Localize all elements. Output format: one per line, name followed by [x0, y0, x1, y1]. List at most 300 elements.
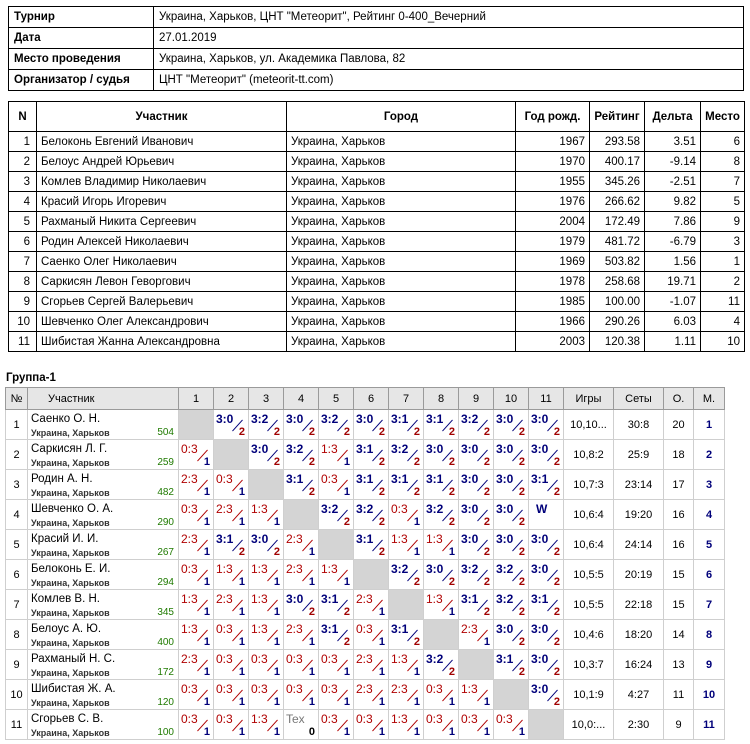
result-cell	[494, 470, 529, 500]
match-points: 1	[343, 486, 350, 498]
result-cell	[494, 710, 529, 740]
result-cell	[459, 530, 494, 560]
match-score: 0:3	[321, 652, 338, 666]
participant-cell	[28, 440, 179, 470]
column-header: Рейтинг	[590, 102, 645, 132]
result-cell	[424, 650, 459, 680]
sets-cell: 2:30	[614, 710, 664, 740]
match-score: 3:0	[461, 502, 479, 516]
result-cell	[459, 680, 494, 710]
place-cell: 5	[694, 530, 725, 560]
table-cell: Белоконь Евгений Иванович	[37, 132, 287, 152]
result-cell	[529, 530, 564, 560]
place-cell: 3	[694, 470, 725, 500]
match-points: 1	[238, 726, 245, 738]
result-cell	[354, 530, 389, 560]
result-cell	[214, 470, 249, 500]
match-points: 1	[203, 606, 210, 618]
tournament-info-table	[8, 6, 744, 91]
info-label: Турнир	[9, 7, 154, 28]
crosstable	[5, 387, 725, 740]
match-score: 3:1	[391, 412, 409, 426]
match-score: 0:3	[181, 502, 198, 516]
match-score: 1:3	[216, 562, 233, 576]
table-cell: 481.72	[590, 232, 645, 252]
participant-name: Родин А. Н.	[31, 473, 93, 485]
result-cell	[249, 500, 284, 530]
match-score: 0:3	[286, 682, 303, 696]
participant-cell	[28, 470, 179, 500]
match-points: 2	[483, 576, 490, 588]
participant-cell	[28, 650, 179, 680]
result-cell	[389, 650, 424, 680]
match-score: 2:3	[356, 652, 373, 666]
table-cell: Родин Алексей Николаевич	[37, 232, 287, 252]
crosstable-row	[6, 650, 725, 680]
row-number: 7	[6, 590, 28, 620]
match-points: 2	[448, 666, 455, 678]
result-cell	[459, 440, 494, 470]
crosstable-row	[6, 410, 725, 440]
table-cell: 1976	[516, 192, 590, 212]
table-cell: 3.51	[645, 132, 701, 152]
walkover-mark: W	[536, 502, 548, 516]
table-cell: 172.49	[590, 212, 645, 232]
column-header: Игры	[564, 388, 614, 410]
match-points: 1	[448, 726, 455, 738]
table-cell: 8	[9, 272, 37, 292]
result-cell	[529, 500, 564, 530]
result-cell	[494, 560, 529, 590]
row-number: 10	[6, 680, 28, 710]
match-points: 1	[343, 696, 350, 708]
match-points: 2	[378, 486, 385, 498]
participant-name: Красий И. И.	[31, 533, 99, 545]
match-points: 2	[413, 576, 420, 588]
match-score: 0:3	[461, 712, 478, 726]
participant-name: Белоус А. Ю.	[31, 623, 102, 635]
match-points: 2	[413, 486, 420, 498]
match-score: 3:0	[216, 412, 234, 426]
match-score: 3:2	[496, 562, 514, 576]
match-points: 2	[413, 636, 420, 648]
match-score: 0:3	[286, 652, 303, 666]
match-score: 3:1	[286, 472, 304, 486]
participant-cell	[28, 500, 179, 530]
participant-rating: 267	[157, 547, 174, 558]
table-cell: 1.11	[645, 332, 701, 352]
games-cell: 10,10...	[564, 410, 614, 440]
participant-rating: 482	[157, 487, 174, 498]
points-cell: 16	[664, 530, 694, 560]
table-cell: Шибистая Жанна Александровна	[37, 332, 287, 352]
table-cell: 10	[9, 312, 37, 332]
result-cell	[459, 620, 494, 650]
participant-name: Белоконь Е. И.	[31, 563, 111, 575]
result-cell	[284, 620, 319, 650]
match-score: 3:2	[321, 412, 339, 426]
match-points: 2	[273, 426, 280, 438]
match-points: 2	[378, 456, 385, 468]
games-cell: 10,6:4	[564, 500, 614, 530]
result-cell	[354, 440, 389, 470]
column-header: Год рожд.	[516, 102, 590, 132]
table-cell: 1	[701, 252, 745, 272]
match-points: 1	[308, 636, 315, 648]
table-cell: 19.71	[645, 272, 701, 292]
match-points: 1	[203, 516, 210, 528]
table-row	[9, 132, 745, 152]
place-cell: 8	[694, 620, 725, 650]
diagonal-cell	[249, 470, 284, 500]
table-cell: 400.17	[590, 152, 645, 172]
result-cell	[284, 650, 319, 680]
table-cell: 4	[9, 192, 37, 212]
sets-cell: 4:27	[614, 680, 664, 710]
match-score: 3:1	[356, 442, 374, 456]
match-score: 0:3	[356, 622, 373, 636]
match-points: 1	[238, 666, 245, 678]
result-cell	[319, 440, 354, 470]
match-score: 2:3	[216, 502, 233, 516]
crosstable-row	[6, 590, 725, 620]
match-points: 2	[378, 516, 385, 528]
place-cell: 4	[694, 500, 725, 530]
result-cell	[319, 710, 354, 740]
result-cell	[529, 410, 564, 440]
table-cell: Белоус Андрей Юрьевич	[37, 152, 287, 172]
match-points: 2	[343, 426, 350, 438]
column-header: 8	[424, 388, 459, 410]
match-points: 1	[343, 666, 350, 678]
match-points: 1	[378, 696, 385, 708]
match-points: 1	[273, 726, 280, 738]
table-cell: 6	[701, 132, 745, 152]
match-points: 2	[518, 426, 525, 438]
match-points: 2	[518, 456, 525, 468]
result-cell	[389, 560, 424, 590]
match-points: 1	[378, 726, 385, 738]
match-points: 1	[238, 606, 245, 618]
participant-rating: 120	[157, 697, 174, 708]
table-cell: 1978	[516, 272, 590, 292]
points-cell: 17	[664, 470, 694, 500]
column-header: 1	[179, 388, 214, 410]
match-points: 1	[238, 516, 245, 528]
crosstable-row	[6, 500, 725, 530]
result-cell	[424, 680, 459, 710]
match-score: 0:3	[426, 712, 443, 726]
match-points: 2	[448, 426, 455, 438]
games-cell: 10,0:...	[564, 710, 614, 740]
match-score: 1:3	[251, 502, 268, 516]
table-cell: Украина, Харьков	[287, 152, 516, 172]
table-cell: 7	[701, 172, 745, 192]
table-cell: -1.07	[645, 292, 701, 312]
match-points: 1	[203, 576, 210, 588]
match-points: 1	[413, 726, 420, 738]
match-points: 1	[273, 576, 280, 588]
table-cell: -6.79	[645, 232, 701, 252]
match-score: 2:3	[286, 532, 303, 546]
match-points: 1	[203, 636, 210, 648]
table-cell: 120.38	[590, 332, 645, 352]
match-points: 2	[378, 546, 385, 558]
match-score: 0:3	[181, 682, 198, 696]
result-cell	[319, 470, 354, 500]
match-points: 2	[483, 606, 490, 618]
participant-city: Украина, Харьков	[31, 668, 110, 678]
match-score: 2:3	[181, 652, 198, 666]
match-points: 2	[483, 486, 490, 498]
table-cell: -2.51	[645, 172, 701, 192]
match-score: 0:3	[356, 712, 373, 726]
table-cell: 6	[9, 232, 37, 252]
diagonal-cell	[354, 560, 389, 590]
table-cell: 1985	[516, 292, 590, 312]
table-cell: 10	[701, 332, 745, 352]
table-cell: 2004	[516, 212, 590, 232]
result-cell	[214, 590, 249, 620]
result-cell	[249, 440, 284, 470]
match-points: 1	[238, 486, 245, 498]
table-cell: Рахманый Никита Сергеевич	[37, 212, 287, 232]
result-cell	[354, 500, 389, 530]
match-score: 0:3	[181, 562, 198, 576]
table-cell: Украина, Харьков	[287, 172, 516, 192]
table-cell: 258.68	[590, 272, 645, 292]
result-cell	[494, 500, 529, 530]
result-cell	[179, 620, 214, 650]
diagonal-cell	[529, 710, 564, 740]
participant-cell	[28, 710, 179, 740]
match-points: 2	[308, 486, 315, 498]
match-score: 1:3	[181, 622, 198, 636]
table-cell: 5	[701, 192, 745, 212]
participant-name: Шибистая Ж. А.	[31, 683, 116, 695]
participant-rating: 100	[157, 727, 174, 738]
result-cell	[214, 680, 249, 710]
result-cell	[389, 710, 424, 740]
result-cell	[179, 680, 214, 710]
result-cell	[354, 620, 389, 650]
participant-rating: 290	[157, 517, 174, 528]
table-cell: Украина, Харьков	[287, 232, 516, 252]
info-row	[9, 7, 744, 28]
match-points: 1	[308, 666, 315, 678]
sets-cell: 20:19	[614, 560, 664, 590]
crosstable-row	[6, 560, 725, 590]
result-cell	[354, 470, 389, 500]
participant-rating: 400	[157, 637, 174, 648]
result-cell	[529, 560, 564, 590]
match-points: 2	[518, 666, 525, 678]
result-cell	[214, 710, 249, 740]
match-points: 2	[448, 576, 455, 588]
sets-cell: 30:8	[614, 410, 664, 440]
match-score: 3:0	[426, 442, 444, 456]
participant-name: Рахманый Н. С.	[31, 653, 116, 665]
match-score: 3:1	[321, 592, 339, 606]
match-points: 1	[483, 726, 490, 738]
table-cell: 1979	[516, 232, 590, 252]
match-points: 2	[308, 426, 315, 438]
match-score: 3:0	[426, 562, 444, 576]
table-row	[9, 332, 745, 352]
match-score: 1:3	[251, 562, 268, 576]
match-points: 0	[308, 726, 315, 738]
table-cell: Саркисян Левон Геворгович	[37, 272, 287, 292]
result-cell	[249, 680, 284, 710]
match-score: 1:3	[321, 562, 338, 576]
match-score: 3:0	[251, 532, 269, 546]
table-row	[9, 272, 745, 292]
match-points: 2	[553, 546, 560, 558]
match-points: 2	[343, 606, 350, 618]
participant-city: Украина, Харьков	[31, 578, 110, 588]
match-points: 2	[343, 636, 350, 648]
column-header: 7	[389, 388, 424, 410]
result-cell	[389, 680, 424, 710]
column-header: Дельта	[645, 102, 701, 132]
match-score: 3:1	[391, 472, 409, 486]
table-cell: Украина, Харьков	[287, 272, 516, 292]
table-cell: 4	[701, 312, 745, 332]
sets-cell: 16:24	[614, 650, 664, 680]
crosstable-row	[6, 710, 725, 740]
match-score: 2:3	[216, 592, 233, 606]
match-points: 2	[553, 606, 560, 618]
result-cell	[319, 650, 354, 680]
match-points: 2	[518, 606, 525, 618]
table-cell: Красий Игорь Игоревич	[37, 192, 287, 212]
table-cell: 1966	[516, 312, 590, 332]
crosstable-row	[6, 470, 725, 500]
result-cell	[179, 530, 214, 560]
result-cell	[424, 710, 459, 740]
participant-rating: 345	[157, 607, 174, 618]
match-score: 3:1	[426, 412, 444, 426]
match-score: 1:3	[391, 532, 408, 546]
result-cell	[389, 530, 424, 560]
result-cell	[214, 650, 249, 680]
points-cell: 15	[664, 590, 694, 620]
table-row	[9, 172, 745, 192]
participant-rating: 259	[157, 457, 174, 468]
column-header: О.	[664, 388, 694, 410]
sets-cell: 22:18	[614, 590, 664, 620]
diagonal-cell	[179, 410, 214, 440]
match-points: 1	[273, 606, 280, 618]
games-cell: 10,5:5	[564, 560, 614, 590]
sets-cell: 24:14	[614, 530, 664, 560]
table-cell: 9	[9, 292, 37, 312]
info-label: Организатор / судья	[9, 70, 154, 91]
match-points: 1	[448, 546, 455, 558]
table-cell: 2	[701, 272, 745, 292]
column-header: Сеты	[614, 388, 664, 410]
group-title: Группа-1	[6, 372, 56, 384]
result-cell	[179, 650, 214, 680]
column-header: Место	[701, 102, 745, 132]
participant-city: Украина, Харьков	[31, 488, 110, 498]
result-cell	[459, 470, 494, 500]
result-cell	[389, 440, 424, 470]
match-points: 2	[518, 546, 525, 558]
diagonal-cell	[389, 590, 424, 620]
points-cell: 9	[664, 710, 694, 740]
table-row	[9, 212, 745, 232]
participant-name: Саенко О. Н.	[31, 413, 101, 425]
match-points: 1	[203, 486, 210, 498]
result-cell	[214, 530, 249, 560]
column-header: Участник	[37, 102, 287, 132]
match-points: 1	[413, 666, 420, 678]
match-score: 1:3	[461, 682, 478, 696]
result-cell	[424, 410, 459, 440]
result-cell	[179, 500, 214, 530]
match-score: 0:3	[251, 682, 268, 696]
sets-cell: 19:20	[614, 500, 664, 530]
match-points: 1	[203, 666, 210, 678]
table-cell: 290.26	[590, 312, 645, 332]
table-cell: 7.86	[645, 212, 701, 232]
participant-rating: 504	[157, 427, 174, 438]
result-cell	[494, 590, 529, 620]
match-points: 2	[483, 426, 490, 438]
row-number: 1	[6, 410, 28, 440]
result-cell	[529, 440, 564, 470]
match-points: 2	[518, 486, 525, 498]
result-cell	[179, 590, 214, 620]
row-number: 4	[6, 500, 28, 530]
match-score: 1:3	[251, 592, 268, 606]
match-score: 3:0	[531, 412, 549, 426]
match-score: 0:3	[181, 712, 198, 726]
diagonal-cell	[214, 440, 249, 470]
diagonal-cell	[459, 650, 494, 680]
match-score: 2:3	[391, 682, 408, 696]
match-points: 1	[483, 696, 490, 708]
table-cell: 11	[701, 292, 745, 312]
result-cell	[284, 410, 319, 440]
table-cell: 100.00	[590, 292, 645, 312]
place-cell: 6	[694, 560, 725, 590]
result-cell	[354, 680, 389, 710]
match-score: 2:3	[181, 532, 198, 546]
result-cell	[214, 560, 249, 590]
participant-city: Украина, Харьков	[31, 458, 110, 468]
result-cell	[179, 440, 214, 470]
table-cell: 345.26	[590, 172, 645, 192]
match-score: 3:0	[531, 682, 549, 696]
match-score: 3:0	[496, 622, 514, 636]
match-score: Tex	[286, 712, 305, 726]
match-points: 2	[553, 666, 560, 678]
match-score: 3:2	[391, 442, 409, 456]
table-cell: Украина, Харьков	[287, 212, 516, 232]
match-score: 3:2	[461, 412, 479, 426]
column-header: 10	[494, 388, 529, 410]
table-cell: Украина, Харьков	[287, 252, 516, 272]
table-cell: 1	[9, 132, 37, 152]
match-points: 1	[518, 726, 525, 738]
participant-name: Комлев В. Н.	[31, 593, 100, 605]
table-cell: 11	[9, 332, 37, 352]
match-score: 2:3	[286, 562, 303, 576]
match-points: 1	[413, 696, 420, 708]
match-score: 3:1	[496, 652, 514, 666]
